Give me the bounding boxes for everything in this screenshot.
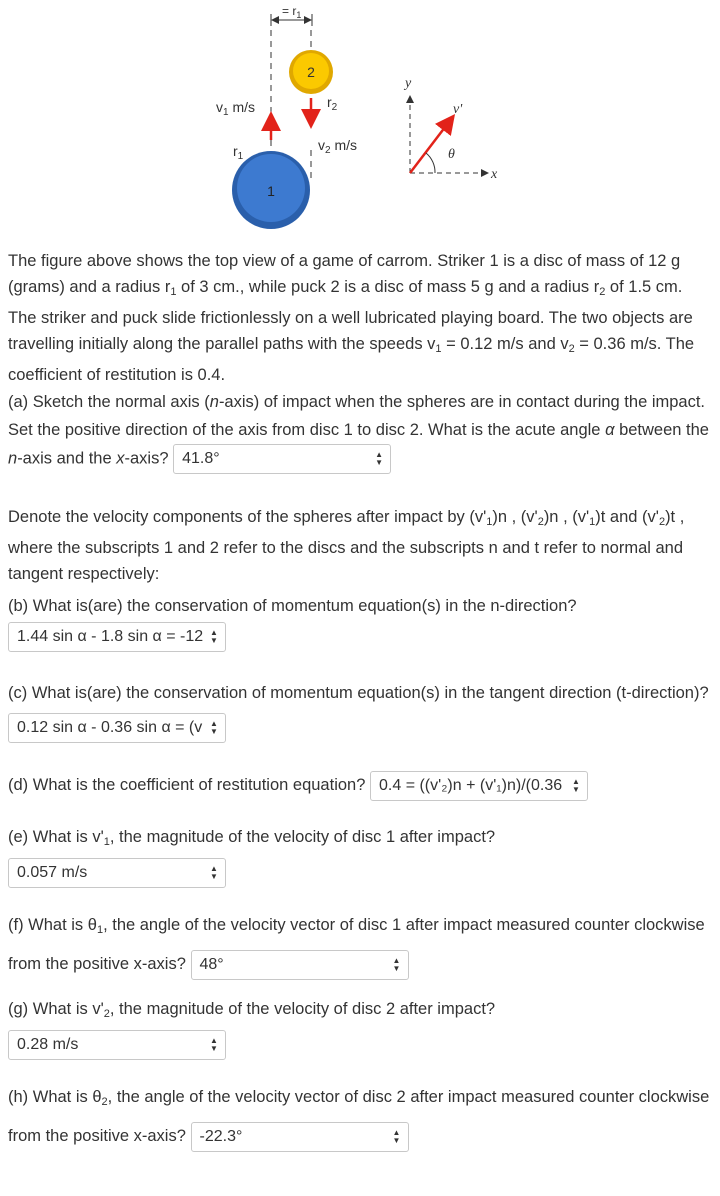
question-b: (b) What is(are) the conservation of momentum equation(s) in the n-direction? 1.44 sin α - 1.8 sin α = -12 ▲ ▼ (8, 591, 712, 652)
intro-paragraph: The figure above shows the top view of a game of carrom. Striker 1 is a disc of mass of 12 g (grams) and a radius $r_1$ of 3 cm., while puck 2 is a disc of mass 5 g and a radius $r_2$ of 1.5 cm. The striker and puck slide frictionlessly on a well lubricated playing board. The two objects are travelling initially along the parallel paths with the speeds $v_1 = 0.12$ m/s and $v_2 = 0.36$ m/s. The coefficient of restitution is 0.4. (8, 252, 695, 384)
select-arrows-icon: ▲ ▼ (210, 627, 218, 645)
disc-2-label: 2 (307, 64, 315, 80)
question-f: (f) What is $\theta_1$, the angle of the velocity vector of disc 1 after impact measured counter clockwise from the positive x-axis? 48° ▲ ▼ (8, 908, 712, 981)
v2-label: $v_2$ m/s (318, 137, 358, 156)
answer-b-select[interactable]: 1.44 sin α - 1.8 sin α = -12 ▲ ▼ (8, 622, 226, 652)
denote-paragraph: Denote the velocity components of the spheres after impact by $(v'_1)n$ , $(v'_2)n$ , $(v'_1)t$ and $(v'_2)t$ , where the subscripts 1 and 2 refer to the discs and the subscripts n and t refer to normal and tangent respectively: (8, 508, 685, 583)
r1-label: $r_1$ (233, 143, 244, 162)
vprime-arrow (410, 118, 452, 173)
select-arrows-icon: ▲ ▼ (392, 1127, 401, 1145)
question-h: (h) What is $\theta_2$, the angle of the velocity vector of disc 2 after impact measured counter clockwise from the positive x-axis? -22.3° ▲ ▼ (8, 1080, 712, 1153)
question-d: (d) What is the coefficient of restitution equation? 0.4 = ((v'₂)n + (v'₁)n)/(0.36 ▲ ▼ (8, 768, 712, 802)
question-a: (a) Sketch the normal axis (n-axis) of impact when the spheres are in contact during the impact. Set the positive direction of the axis from disc 1 to disc 2. What is the acute angle α between the n-axis and the x-axis? 41.8° ▲ ▼ (8, 388, 712, 474)
answer-a-select[interactable]: 41.8° ▲ ▼ (173, 444, 391, 474)
top-dim-label: = $r_1$ (282, 4, 302, 20)
question-c: (c) What is(are) the conservation of momentum equation(s) in the tangent direction (t-direction)? 0.12 sin α - 0.36 sin α = (v ▲ ▼ (8, 676, 712, 744)
theta-arc (426, 153, 435, 173)
question-e: (e) What is $v'_1$, the magnitude of the velocity of disc 1 after impact? 0.057 m/s ▲ ▼ (8, 822, 712, 888)
select-arrows-icon: ▲ ▼ (392, 955, 401, 973)
select-arrows-icon: ▲ ▼ (210, 718, 218, 736)
answer-e-select[interactable]: 0.057 m/s ▲ ▼ (8, 858, 226, 888)
question-g: (g) What is $v'_2$, the magnitude of the velocity of disc 2 after impact? 0.28 m/s ▲ ▼ (8, 994, 712, 1060)
y-axis-label: y (405, 76, 412, 91)
select-arrows-icon: ▲ ▼ (572, 776, 580, 794)
r2-label: $r_2$ (327, 94, 338, 113)
x-axis-label: x (491, 167, 498, 182)
answer-g-select[interactable]: 0.28 m/s ▲ ▼ (8, 1030, 226, 1060)
vprime-label: v' (453, 102, 463, 117)
carrom-figure (0, 0, 720, 240)
disc-1-label: 1 (267, 183, 275, 199)
theta-label: θ (448, 147, 455, 162)
select-arrows-icon: ▲ ▼ (375, 450, 384, 467)
answer-c-select[interactable]: 0.12 sin α - 0.36 sin α = (v ▲ ▼ (8, 713, 226, 743)
select-arrows-icon: ▲ ▼ (210, 863, 218, 881)
v1-label: $v_1$ m/s (216, 99, 256, 118)
answer-h-select[interactable]: -22.3° ▲ ▼ (191, 1122, 409, 1152)
select-arrows-icon: ▲ ▼ (210, 1035, 218, 1053)
answer-f-select[interactable]: 48° ▲ ▼ (191, 950, 409, 980)
answer-d-select[interactable]: 0.4 = ((v'₂)n + (v'₁)n)/(0.36 ▲ ▼ (370, 771, 588, 801)
